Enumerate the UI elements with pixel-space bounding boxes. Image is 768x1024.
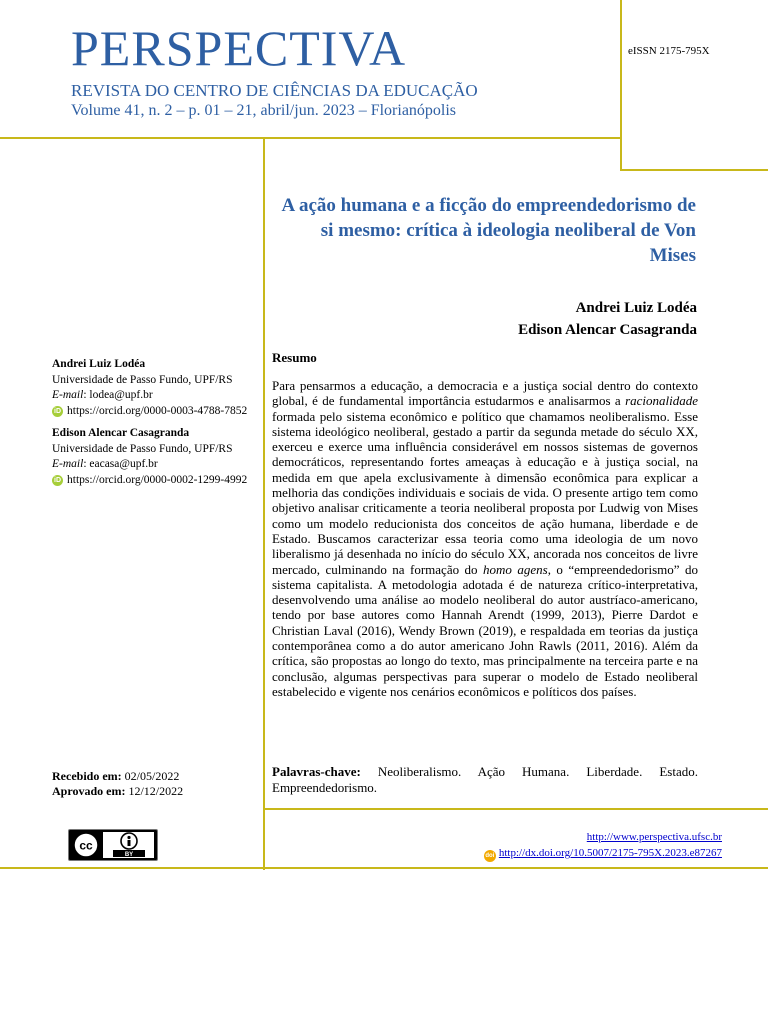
doi-icon: doi	[484, 850, 496, 862]
author-info-1	[52, 357, 247, 419]
author-institution: Universidade de Passo Fundo, UPF/RS	[52, 442, 233, 455]
author-institution: Universidade de Passo Fundo, UPF/RS	[52, 373, 233, 386]
email-label: E-mail	[52, 389, 84, 401]
column-divider	[263, 137, 265, 870]
header-divider	[0, 137, 622, 139]
journal-title: PERSPECTIVA	[71, 20, 407, 76]
email-value[interactable]: : lodea@upf.br	[83, 389, 153, 401]
site-link-row	[484, 829, 722, 845]
license-graphic	[69, 830, 157, 860]
orcid-icon: iD	[54, 476, 61, 484]
received-date	[52, 769, 183, 784]
author-info-name: Andrei Luiz Lodéa	[52, 358, 146, 370]
orcid-link[interactable]: https://orcid.org/0000-0002-1299-4992	[67, 473, 248, 486]
orcid-link[interactable]: https://orcid.org/0000-0003-4788-7852	[67, 404, 248, 417]
site-link[interactable]: http://www.perspectiva.ufsc.br	[586, 831, 722, 843]
author-list	[280, 297, 697, 341]
keywords-divider	[263, 808, 768, 810]
abstract-text: Para pensarmos a educação, a democracia e a justiça social dentro do contexto global, é de fundamental importância estudarmos e analisarmos a	[272, 378, 698, 409]
eissn: eISSN 2175-795X	[628, 45, 710, 57]
right-frame-vertical	[620, 0, 622, 171]
footer-links	[484, 829, 722, 862]
approved-label: Aprovado em:	[52, 784, 126, 798]
abstract-heading: Resumo	[272, 350, 317, 365]
abstract-text: formada pelo sistema econômico e político que chamamos neoliberalismo. Esse sistema ideológico neoliberal, gestado a partir da segunda metade do século XX, exerceu e exerce uma influência considerável em nossos sistemas de governos democráticos, representando fortes ameaças à educação e à justiça social, na medida em que apela exclusivamente à dimensão econômica para explicar a melhoria das condições individuais e sociais de vida. O presente artigo tem como objetivo analisar criticamente a teoria neoliberal proposta por Ludwig von Mises como um modelo reducionista dos conceitos de ação humana, liberdade e de Estado. Buscamos caracterizar essa teoria como uma ideologia de um novo liberalismo já desenhada no início do século XX, ancorada nos conceitos de livre mercado, culminando na formação do	[272, 408, 698, 577]
email-value[interactable]: : eacasa@upf.br	[83, 458, 158, 470]
orcid-row	[52, 473, 247, 489]
author-name: Andrei Luiz Lodéa	[575, 300, 697, 316]
journal-volume: Volume 41, n. 2 – p. 01 – 21, abril/jun. 2023 – Florianópolis	[71, 102, 457, 119]
keywords	[272, 764, 698, 795]
approved-date	[52, 784, 183, 799]
abstract-text: , o “empreendedorismo” do sistema capitalista. A metodologia adotada é de natureza crítico-interpretativa, desenvolvendo uma análise ao modelo neoliberal do autor austríaco-americano, tendo por base autores como Hannah Arendt (1999, 2013), Pierre Dardot e Christian Laval (2016), Wendy Brown (2019), e respaldada em teorias da justiça contemporânea como a do autor americano John Rawls (2011, 2016). Além da crítica, são propostas ao longo do texto, mas principalmente na terceira parte e na conclusão, algumas perspectivas para superar o modelo de Estado neoliberal estabelecido e vigente nos cenários econômicos e políticos dos países.	[272, 561, 698, 699]
author-email	[52, 388, 247, 404]
by-text: BY	[124, 852, 134, 858]
orcid-icon: iD	[54, 407, 61, 415]
author-name: Edison Alencar Casagranda	[518, 322, 697, 338]
received-label: Recebido em:	[52, 769, 122, 783]
cc-by-icon[interactable]	[68, 829, 158, 861]
journal-subtitle: REVISTA DO CENTRO DE CIÊNCIAS DA EDUCAÇÃO	[71, 81, 478, 100]
email-label: E-mail	[52, 458, 84, 470]
abstract-body	[272, 378, 698, 699]
author-info-name: Edison Alencar Casagranda	[52, 427, 190, 439]
approved-value: 12/12/2022	[125, 784, 184, 798]
author-email	[52, 457, 247, 473]
keywords-label: Palavras-chave:	[272, 764, 361, 779]
article-title: A ação humana e a ficção do empreendedorismo de si mesmo: crítica à ideologia neoliberal de Von Mises	[281, 195, 696, 266]
abstract-emphasis: racionalidade	[625, 393, 698, 409]
author-info-2	[52, 426, 247, 488]
footer-divider	[0, 867, 768, 869]
doi-link-row	[484, 845, 722, 862]
submission-dates	[52, 769, 183, 799]
keywords-text: Neoliberalismo. Ação Humana. Liberdade. Estado. Empreendedorismo.	[272, 764, 698, 795]
received-value: 02/05/2022	[121, 769, 180, 783]
doi-link[interactable]: http://dx.doi.org/10.5007/2175-795X.2023.e87267	[498, 847, 722, 859]
right-frame-horizontal	[620, 169, 768, 171]
orcid-row	[52, 404, 247, 420]
cc-text: cc	[79, 838, 93, 853]
abstract-emphasis: homo agens	[483, 561, 548, 577]
